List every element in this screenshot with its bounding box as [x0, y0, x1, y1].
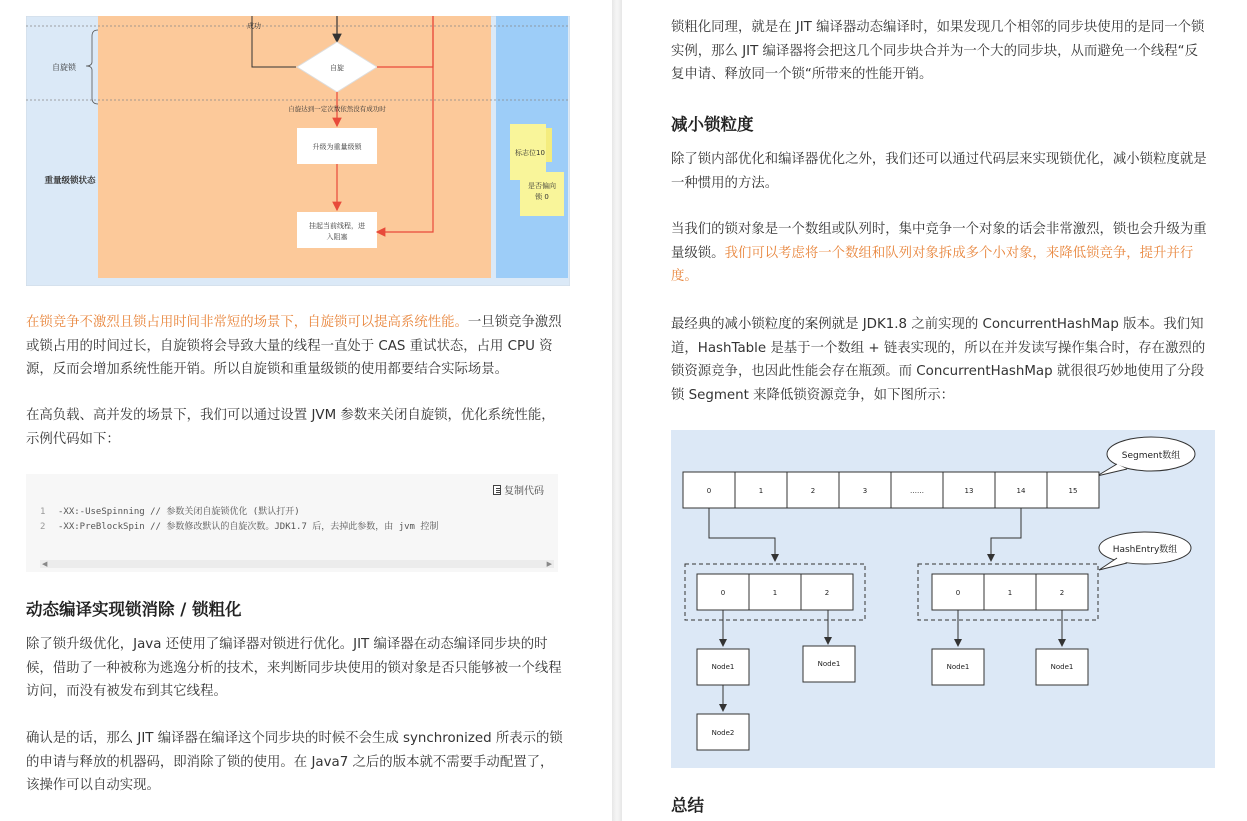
paragraph-split-objects: 当我们的锁对象是一个数组或队列时，集中竞争一个对象的话会非常激烈，锁也会升级为重 量级锁。我们可以考虑将一个数组和队列对象拆成多个小对象，来降低锁竞争，提升并行 度。 — [671, 222, 1207, 284]
node-b2-label: Node1 — [1050, 663, 1074, 671]
hashentry-a-cell-label: 1 — [772, 589, 778, 597]
node-a0-label: Node1 — [711, 663, 735, 671]
left-page — [0, 0, 612, 821]
page-gutter — [612, 0, 622, 821]
spin-decision-label: 自旋 — [330, 64, 344, 72]
segment-cell-label: 13 — [964, 487, 974, 495]
heading-reduce-granularity: 减小锁粒度 — [671, 115, 754, 134]
paragraph-jvm-params: 在高负载、高并发的场景下，我们可以通过设置 JVM 参数来关闭自旋锁，优化系统性能， 示例代码如下： — [26, 408, 555, 447]
success-label: 成功 — [247, 22, 261, 30]
heading-lock-elimination: 动态编译实现锁消除 / 锁粗化 — [26, 600, 242, 619]
segment-cell-label: …… — [910, 487, 924, 495]
block-thread-node — [297, 212, 377, 248]
segment-array — [683, 472, 1099, 508]
paragraph-granularity-intro: 除了锁内部优化和编译器优化之外，我们还可以通过代码层来实现锁优化，减小锁粒度就是 一种惯用的方法。 — [671, 152, 1207, 191]
paragraph-lock-elimination: 确认是的话，那么 JIT 编译器在编译这个同步块的时候不会生成 synchronized 所表示的锁 的申请与释放的机器码，即消除了锁的使用。在 Java7 之后的版本就不需要手动配置了， 该操作可以自动实现。 — [26, 731, 563, 793]
biased-note-label-2: 锁 0 — [535, 193, 549, 201]
segment-diagram — [671, 430, 1215, 768]
segment-cell-label: 15 — [1068, 487, 1078, 495]
lock-upgrade-diagram — [26, 16, 570, 286]
flag-note-label: 标志位10 — [515, 149, 545, 157]
spin-region-label: 自旋锁 — [52, 63, 76, 72]
paragraph-spin-scenarios: 在锁竞争不激烈且锁占用时间非常短的场景下，自旋锁可以提高系统性能。一旦锁竞争激烈 或锁占用的时间过长，自旋锁将会导致大量的线程一直处于 CAS 重试状态，占用 CPU 资 源，反而会增加系统性能开销。所以自旋锁和重量级锁的使用都要结合实际场景。 — [26, 315, 562, 377]
hashentry-a-cell-label: 2 — [824, 589, 830, 597]
block-thread-label-2: 入阻塞 — [326, 233, 348, 241]
scroll-right-icon[interactable]: ▶ — [546, 560, 552, 568]
split-highlight: 我们可以考虑将一个数组和队列对象拆成多个小对象，来降低锁竞争，提升并行 — [724, 245, 1194, 261]
biased-note-label-1: 是否偏向 — [528, 182, 556, 190]
hashentry-bubble-label: HashEntry数组 — [1112, 545, 1178, 555]
hashentry-a-cell-label: 0 — [720, 589, 726, 597]
copy-code-button[interactable]: 复制代码 — [493, 482, 544, 497]
node-b0-label: Node1 — [946, 663, 970, 671]
heading-summary: 总结 — [671, 796, 704, 815]
code-line: 1 -XX:-UseSpinning // 参数关闭自旋锁优化 (默认打开) — [40, 507, 300, 517]
segment-bubble-label: Segment数组 — [1121, 451, 1181, 461]
spin-fail-label: 自旋达到一定次数依然没有成功时 — [288, 105, 386, 113]
orange-region — [98, 16, 491, 278]
paragraph-concurrenthashmap: 最经典的减小锁粒度的案例就是 JDK1.8 之前实现的 ConcurrentHashMap 版本。我们知 道，HashTable 是基于一个数组 + 链表实现的，所以在并发读写操作集合时，存在激烈的 锁资源竞争，也因此性能会存在瓶颈。而 ConcurrentHashMap 就很很巧妙地使用了分段 锁 Segment 来降低锁资源竞争，如下图所示： — [671, 317, 1206, 403]
hashentry-array-a — [697, 574, 853, 610]
segment-cell-label: 1 — [758, 487, 764, 495]
code-block — [26, 474, 558, 572]
upgrade-heavy-label: 升级为重量级锁 — [312, 143, 362, 151]
heavy-state-label: 重量级锁状态 — [44, 176, 96, 186]
code-horizontal-scrollbar[interactable] — [40, 560, 554, 568]
right-page — [622, 0, 1247, 821]
paragraph-escape-analysis: 除了锁升级优化，Java 还使用了编译器对锁进行优化。JIT 编译器在动态编译同步块的时 候，借助了一种被称为逃逸分析的技术，来判断同步块使用的锁对象是否只能够被一个线程 访问，而没有被发布到其它线程。 — [26, 637, 562, 699]
copy-icon — [493, 485, 501, 495]
hashentry-b-cell-label: 0 — [955, 589, 961, 597]
block-thread-label-1: 挂起当前线程，进 — [309, 222, 365, 230]
paragraph-lock-coarsening: 锁粗化同理，就是在 JIT 编译器动态编译时，如果发现几个相邻的同步块使用的是同一个锁 实例，那么 JIT 编译器将会把这几个同步块合并为一个大的同步块，从而避免一个线程“反 复申请、释放同一个锁“所带来的性能开销。 — [671, 20, 1205, 82]
segment-cell-label: 2 — [810, 487, 816, 495]
node-a2-label: Node1 — [817, 660, 841, 668]
segment-cell-label: 3 — [862, 487, 868, 495]
hashentry-array-b — [932, 574, 1088, 610]
node-a0-next-label: Node2 — [711, 729, 735, 737]
hashentry-b-cell-label: 1 — [1007, 589, 1013, 597]
scroll-left-icon[interactable]: ◀ — [42, 560, 48, 568]
segment-cell-label: 14 — [1016, 487, 1026, 495]
segment-cell-label: 0 — [706, 487, 712, 495]
spin-highlight: 在锁竞争不激烈且锁占用时间非常短的场景下，自旋锁可以提高系统性能。 — [26, 315, 468, 330]
code-line: 2 -XX:PreBlockSpin // 参数修改默认的自旋次数。JDK1.7 后，去掉此参数，由 jvm 控制 — [40, 522, 439, 532]
hashentry-b-cell-label: 2 — [1059, 589, 1065, 597]
